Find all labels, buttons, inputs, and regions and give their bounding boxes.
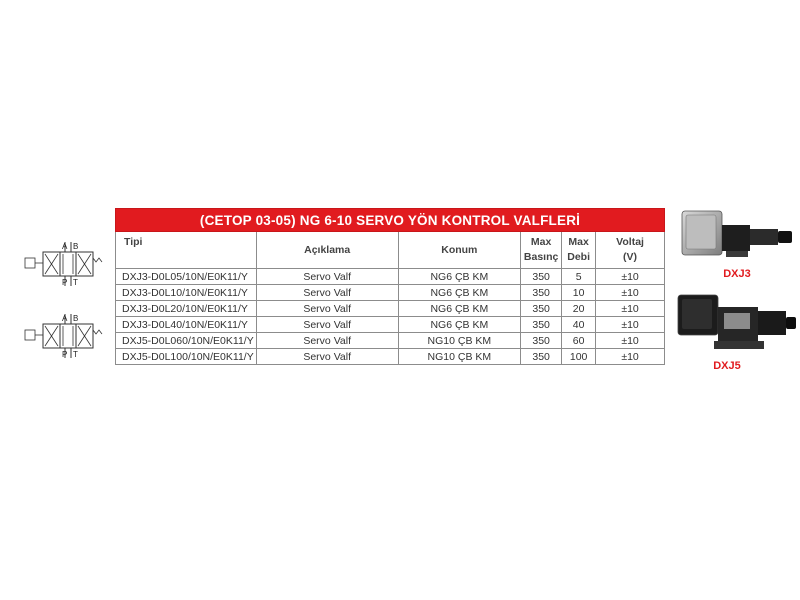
table-row <box>116 269 665 285</box>
cell-desc: Servo Valf <box>256 285 398 301</box>
cell-pressure: 350 <box>521 269 562 285</box>
cell-desc: Servo Valf <box>256 333 398 349</box>
cell-desc: Servo Valf <box>256 301 398 317</box>
product-caption-dxj5: DXJ5 <box>713 360 741 372</box>
table-row <box>116 301 665 317</box>
cell-voltage: ±10 <box>596 285 665 301</box>
hydraulic-symbol-2 <box>5 310 105 360</box>
cell-flow: 100 <box>562 349 596 365</box>
header-basinc: Max Basınç <box>521 232 562 269</box>
table-row <box>116 333 665 349</box>
table-title: (CETOP 03-05) NG 6-10 SERVO YÖN KONTROL VALFLERİ <box>116 209 665 232</box>
cell-voltage: ±10 <box>596 317 665 333</box>
port-t-label: T <box>73 350 78 359</box>
header-konum: Konum <box>398 232 521 269</box>
cell-desc: Servo Valf <box>256 317 398 333</box>
cell-voltage: ±10 <box>596 333 665 349</box>
header-tipi: Tipi <box>116 232 257 269</box>
cell-konum: NG6 ÇB KM <box>398 285 521 301</box>
cell-konum: NG10 ÇB KM <box>398 349 521 365</box>
cell-code: DXJ3-D0L40/10N/E0K11/Y <box>116 317 257 333</box>
port-a-label: A <box>62 242 68 251</box>
valve-symbol-icon <box>5 238 105 288</box>
cell-code: DXJ5-D0L100/10N/E0K11/Y <box>116 349 257 365</box>
table-row <box>116 285 665 301</box>
valve-dxj3-photo-icon <box>678 203 796 263</box>
cell-konum: NG6 ÇB KM <box>398 301 521 317</box>
cell-desc: Servo Valf <box>256 269 398 285</box>
port-b-label: B <box>73 314 79 323</box>
table-row <box>116 317 665 333</box>
port-b-label: B <box>73 242 79 251</box>
cell-voltage: ±10 <box>596 269 665 285</box>
cell-flow: 60 <box>562 333 596 349</box>
cell-code: DXJ3-D0L10/10N/E0K11/Y <box>116 285 257 301</box>
product-caption-dxj3: DXJ3 <box>723 268 751 280</box>
cell-flow: 5 <box>562 269 596 285</box>
port-p-label: P <box>62 278 68 287</box>
cell-code: DXJ3-D0L05/10N/E0K11/Y <box>116 269 257 285</box>
cell-flow: 10 <box>562 285 596 301</box>
cell-konum: NG6 ÇB KM <box>398 269 521 285</box>
table-header-row <box>116 232 665 269</box>
cell-pressure: 350 <box>521 301 562 317</box>
port-a-label: A <box>62 314 68 323</box>
port-t-label: T <box>73 278 78 287</box>
cell-konum: NG10 ÇB KM <box>398 333 521 349</box>
product-dxj5 <box>674 287 798 353</box>
valve-dxj5-photo-icon <box>674 287 798 353</box>
cell-voltage: ±10 <box>596 301 665 317</box>
cell-code: DXJ3-D0L20/10N/E0K11/Y <box>116 301 257 317</box>
cell-flow: 40 <box>562 317 596 333</box>
cell-code: DXJ5-D0L060/10N/E0K11/Y <box>116 333 257 349</box>
cell-flow: 20 <box>562 301 596 317</box>
cell-pressure: 350 <box>521 333 562 349</box>
table-title-row <box>116 209 665 232</box>
cell-voltage: ±10 <box>596 349 665 365</box>
cell-konum: NG6 ÇB KM <box>398 317 521 333</box>
header-aciklama: Açıklama <box>256 232 398 269</box>
header-debi: Max Debi <box>562 232 596 269</box>
valve-symbol-icon <box>5 310 105 360</box>
port-p-label: P <box>62 350 68 359</box>
cell-pressure: 350 <box>521 349 562 365</box>
spec-table <box>115 208 665 365</box>
hydraulic-symbol-1 <box>5 238 105 288</box>
product-dxj3 <box>678 203 796 263</box>
cell-pressure: 350 <box>521 285 562 301</box>
cell-desc: Servo Valf <box>256 349 398 365</box>
table-row <box>116 349 665 365</box>
cell-pressure: 350 <box>521 317 562 333</box>
header-voltaj: Voltaj (V) <box>596 232 665 269</box>
